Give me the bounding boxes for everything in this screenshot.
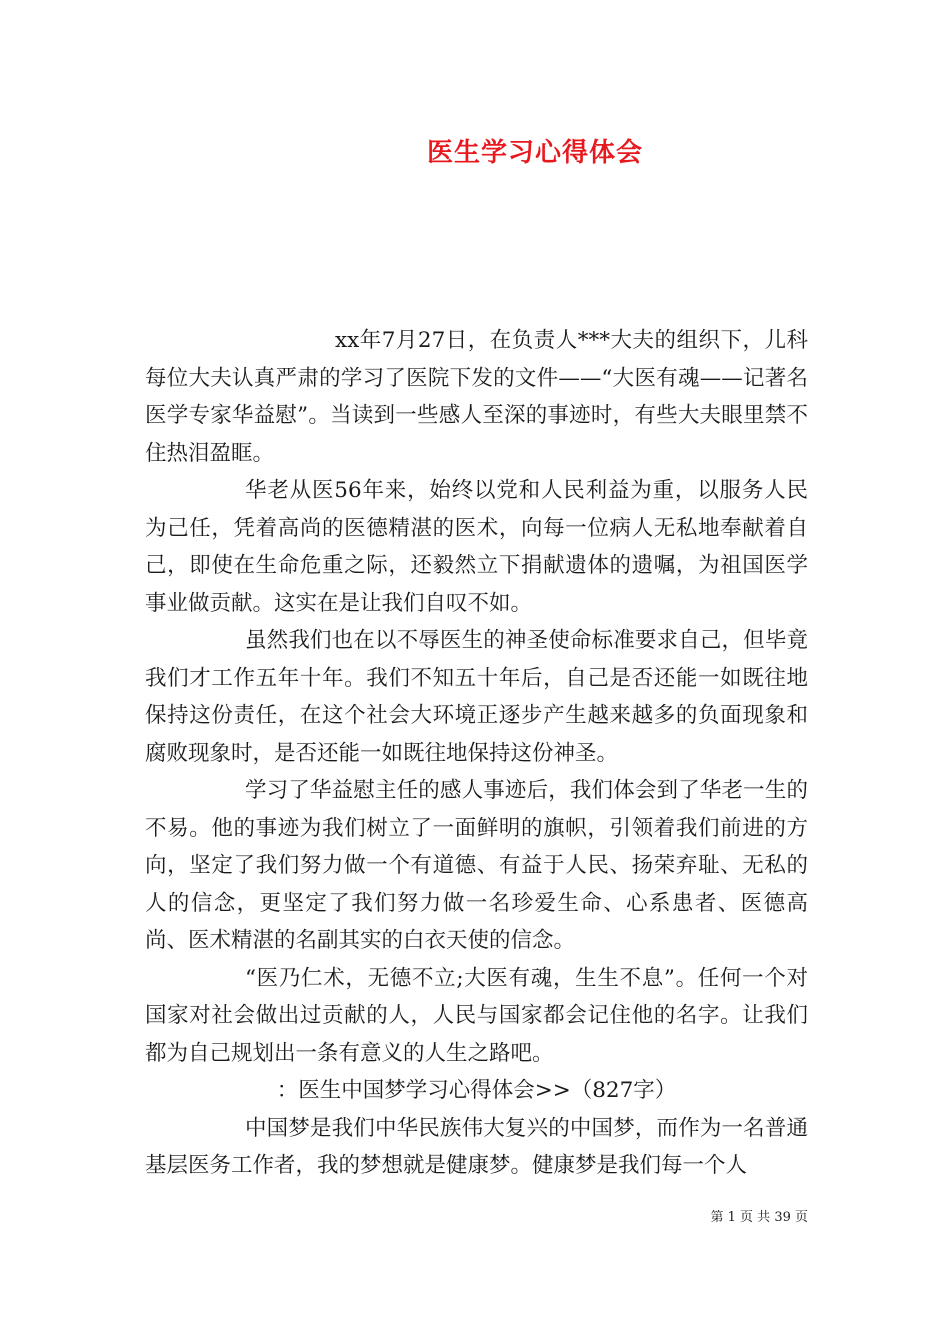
paragraph-4: 学习了华益慰主任的感人事迹后，我们体会到了华老一生的不易。他的事迹为我们树立了一面鲜明的旗帜，引领着我们前进的方向，坚定了我们努力做一个有道德、有益于人民、扬荣弃耻、无私的人的信念，更坚定了我们努力做一名珍爱生命、心系患者、医德高尚、医术精湛的名副其实的白衣天使的信念。 bbox=[145, 778, 808, 953]
document-title: 医生学习心得体会 bbox=[426, 138, 643, 168]
paragraph-6: 中国梦是我们中华民族伟大复兴的中国梦，而作为一名普通基层医务工作者，我的梦想就是健康梦。健康梦是我们每一个人 bbox=[145, 1115, 808, 1178]
document-body bbox=[145, 322, 808, 1185]
paragraph-3: 虽然我们也在以不辱医生的神圣使命标准要求自己，但毕竟我们才工作五年十年。我们不知五十年后，自己是否还能一如既往地保持这份责任，在这个社会大环境正逐步产生越来越多的负面现象和腐败现象时，是否还能一如既往地保持这份神圣。 bbox=[145, 628, 808, 766]
paragraph-2: 华老从医56年来，始终以党和人民利益为重，以服务人民为己任，凭着高尚的医德精湛的医术，向每一位病人无私地奉献着自己，即使在生命危重之际，还毅然立下捐献遗体的遗嘱，为祖国医学事业做贡献。这实在是让我们自叹不如。 bbox=[145, 478, 808, 616]
paragraph-5: “医乃仁术，无德不立;大医有魂，生生不息”。任何一个对国家对社会做出过贡献的人，人民与国家都会记住他的名字。让我们都为自己规划出一条有意义的人生之路吧。 bbox=[145, 965, 808, 1066]
subheading: ：医生中国梦学习心得体会>>（827字） bbox=[276, 1078, 677, 1103]
page-footer: 第 1 页 共 39 页 bbox=[710, 1210, 808, 1225]
paragraph-1: xx年7月27日，在负责人***大夫的组织下，儿科每位大夫认真严肃的学习了医院下发的文件——“大医有魂——记著名医学专家华益慰”。当读到一些感人至深的事迹时，有些大夫眼里禁不住热泪盈眶。 bbox=[145, 328, 808, 466]
